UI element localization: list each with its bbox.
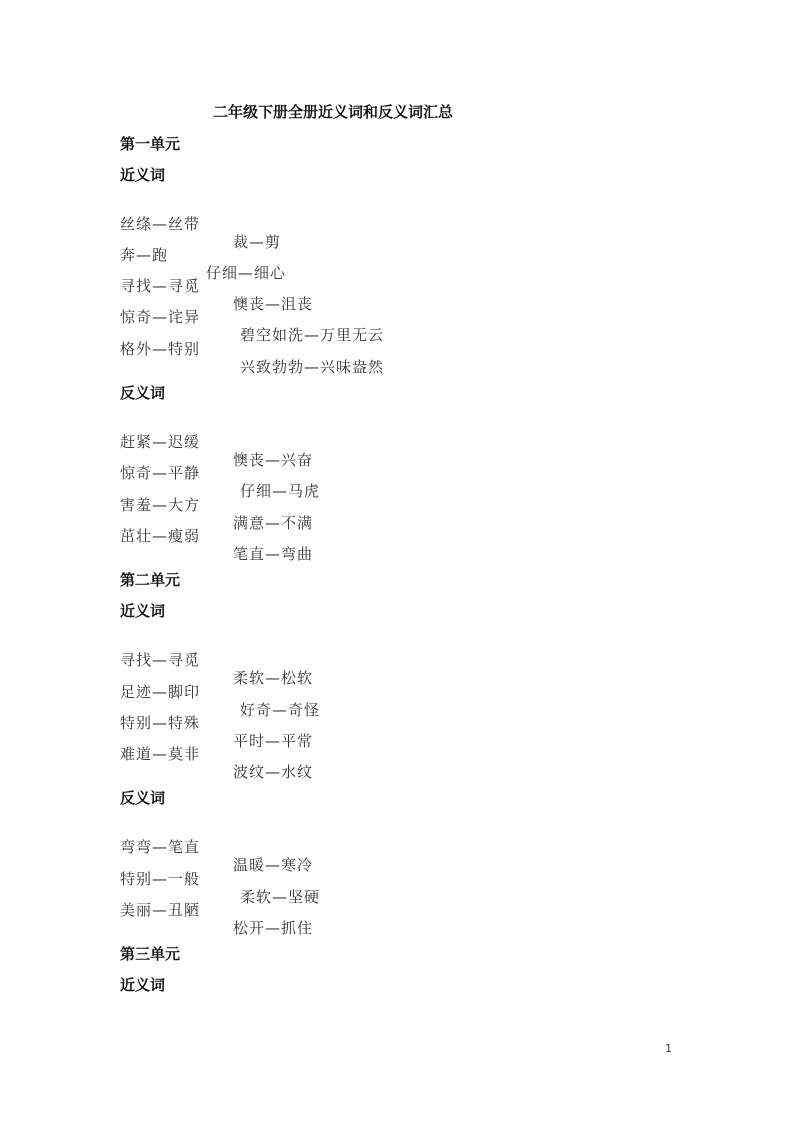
word-pair: 平时—平常	[233, 732, 314, 750]
word-pair: 丝绦—丝带	[120, 215, 201, 233]
word-pair: 难道—莫非	[120, 745, 201, 763]
word-pair: 弯弯—笔直	[120, 838, 201, 856]
word-pair: 仔细—马虎	[240, 482, 321, 500]
word-pair: 裁—剪	[233, 233, 282, 251]
word-pair: 特别—一般	[120, 870, 201, 888]
word-pair: 赶紧—迟缓	[120, 433, 201, 451]
word-pair: 兴致勃勃—兴味盎然	[240, 358, 385, 376]
unit3-heading: 第三单元	[120, 945, 181, 963]
word-pair: 美丽—丑陋	[120, 901, 201, 919]
word-pair: 笔直—弯曲	[233, 545, 314, 563]
word-pair: 松开—抓住	[233, 919, 314, 937]
word-pair: 温暖—寒冷	[233, 856, 314, 874]
word-pair: 害羞—大方	[120, 496, 201, 514]
word-pair: 特别—特殊	[120, 714, 201, 732]
word-pair: 懊丧—兴奋	[233, 451, 314, 469]
word-pair: 寻找—寻觅	[120, 651, 201, 669]
unit1-heading: 第一单元	[120, 135, 181, 153]
word-pair: 茁壮—瘦弱	[120, 527, 201, 545]
unit3-synonyms-label: 近义词	[120, 976, 166, 994]
word-pair: 柔软—坚硬	[240, 888, 321, 906]
word-pair: 波纹—水纹	[233, 763, 314, 781]
word-pair: 懊丧—沮丧	[233, 295, 314, 313]
unit1-synonyms-label: 近义词	[120, 166, 166, 184]
word-pair: 格外—特别	[120, 340, 201, 358]
word-pair: 满意—不满	[233, 514, 314, 532]
word-pair: 奔—跑	[120, 246, 169, 264]
unit2-heading: 第二单元	[120, 571, 181, 589]
word-pair: 碧空如洗—万里无云	[240, 326, 385, 344]
unit1-antonyms-label: 反义词	[120, 384, 166, 402]
word-pair: 惊奇—诧异	[120, 308, 201, 326]
document-title: 二年级下册全册近义词和反义词汇总	[213, 103, 454, 121]
word-pair: 足迹—脚印	[120, 683, 201, 701]
word-pair: 仔细—细心	[206, 264, 287, 282]
unit2-synonyms-label: 近义词	[120, 602, 166, 620]
word-pair: 寻找—寻觅	[120, 277, 201, 295]
word-pair: 惊奇—平静	[120, 464, 201, 482]
page-number: 1	[665, 1042, 672, 1055]
unit2-antonyms-label: 反义词	[120, 789, 166, 807]
word-pair: 好奇—奇怪	[240, 701, 321, 719]
word-pair: 柔软—松软	[233, 669, 314, 687]
